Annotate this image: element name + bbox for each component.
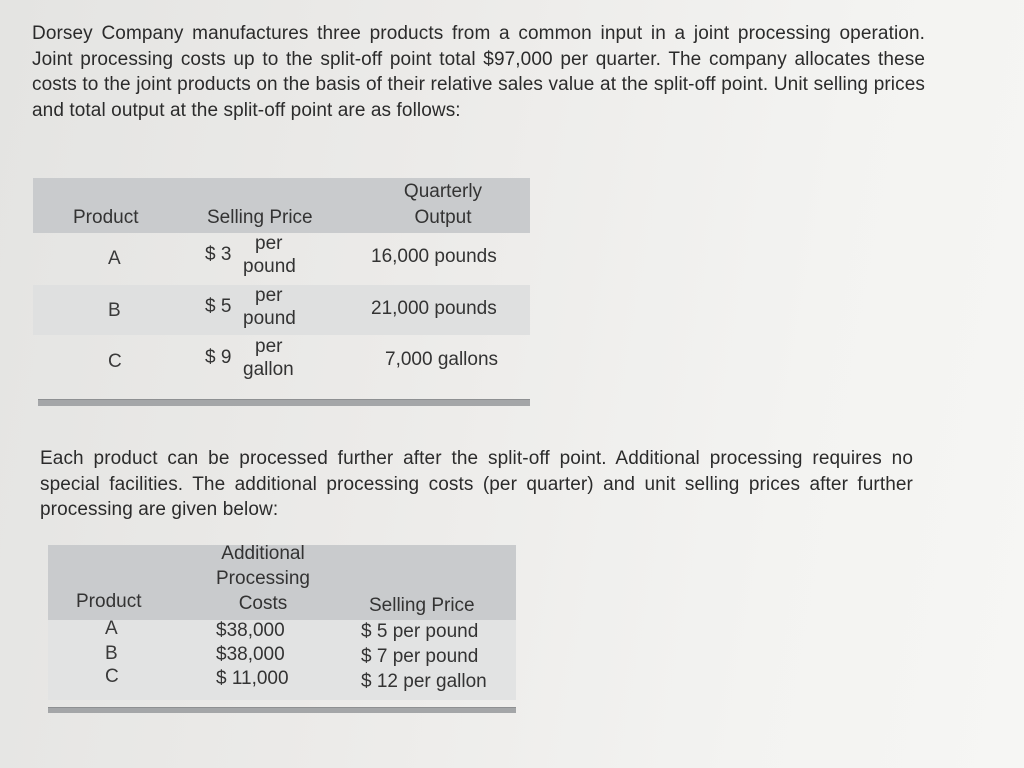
header-product: Product xyxy=(76,591,142,612)
product-cell: B xyxy=(108,300,121,321)
costs-cell: $ 11,000 xyxy=(216,668,289,689)
table-divider xyxy=(48,707,516,713)
costs-cell: $38,000 xyxy=(216,620,285,641)
header-costs-line1: Additional xyxy=(221,543,305,564)
price-unit: gallon xyxy=(243,359,294,380)
product-cell: C xyxy=(105,666,119,687)
intro-paragraph: Dorsey Company manufactures three products from a common input in a joint processing operation. Joint processing costs up to the split-off point total $97,000 per quarter. The company allocates these costs to the joint products on the basis of their relative sales value at the split-off point. Unit selling prices and total output at the split-off point are as follows: xyxy=(32,23,925,121)
costs-cell: $38,000 xyxy=(216,644,285,665)
header-costs-line2: Processing xyxy=(216,568,310,589)
table-divider xyxy=(38,399,530,406)
output-cell: 16,000 pounds xyxy=(371,246,497,267)
price-amount: $ 3 xyxy=(205,244,232,265)
split-off-table xyxy=(33,178,530,408)
header-selling-price: Selling Price xyxy=(369,595,475,616)
price-cell: $ 12 per gallon xyxy=(361,671,487,692)
further-processing-paragraph: Each product can be processed further after the split-off point. Additional processing requires no special facilities. The additional processing costs (per quarter) and unit selling prices after further processing are given below: xyxy=(40,448,913,520)
header-output-line1: Quarterly xyxy=(403,181,483,202)
product-cell: C xyxy=(108,351,122,372)
price-per: per xyxy=(255,285,283,306)
price-cell: $ 5 per pound xyxy=(361,621,479,642)
price-cell xyxy=(205,285,345,338)
price-amount: $ 9 xyxy=(205,347,232,368)
price-cell xyxy=(205,336,345,389)
price-amount: $ 5 xyxy=(205,296,232,317)
price-per: per xyxy=(255,233,283,254)
further-processing-table xyxy=(48,545,516,715)
header-costs-line3: Costs xyxy=(238,593,288,614)
price-per: per xyxy=(255,336,283,357)
price-unit: pound xyxy=(243,256,296,277)
output-cell: 7,000 gallons xyxy=(385,349,499,370)
product-cell: A xyxy=(108,248,121,269)
header-selling-price: Selling Price xyxy=(207,207,313,228)
header-product: Product xyxy=(73,207,139,228)
output-cell: 21,000 pounds xyxy=(371,298,497,319)
product-cell: B xyxy=(105,643,118,664)
price-unit: pound xyxy=(243,308,296,329)
price-cell xyxy=(205,233,345,286)
product-cell: A xyxy=(105,618,118,639)
price-cell: $ 7 per pound xyxy=(361,646,479,667)
header-output-line2: Output xyxy=(414,207,472,228)
